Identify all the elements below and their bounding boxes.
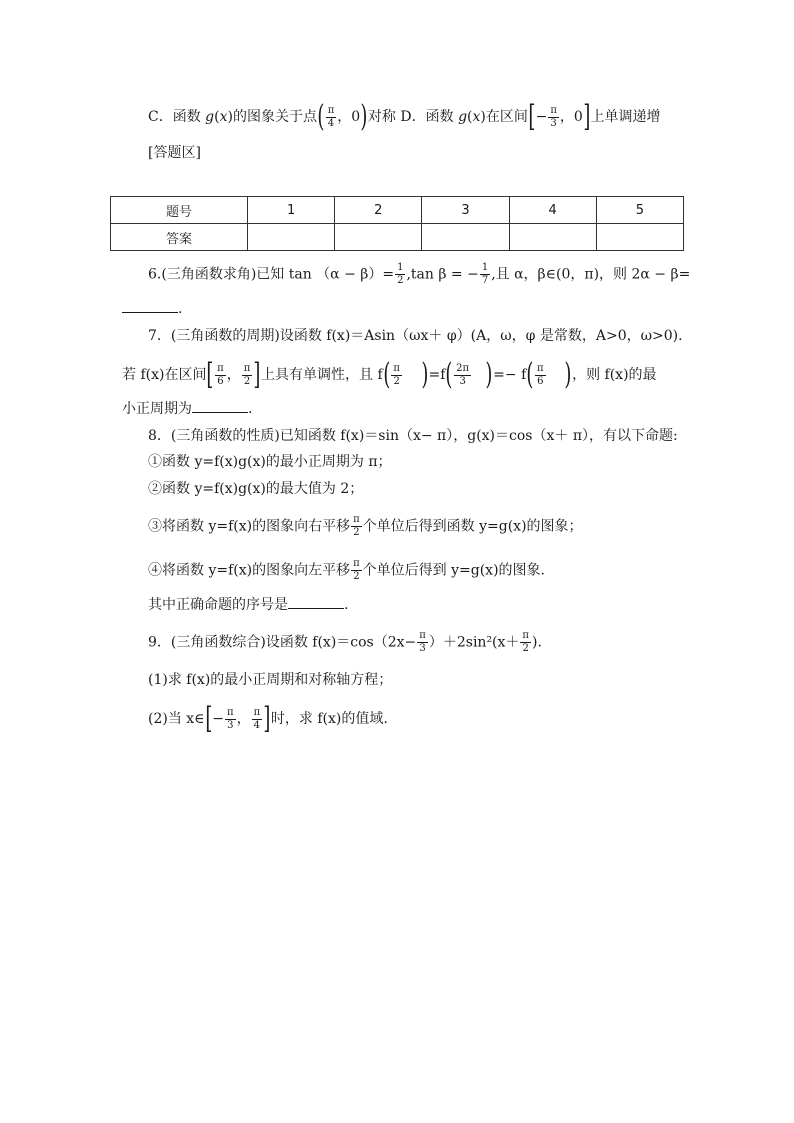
answer-input-cell[interactable] — [509, 224, 596, 251]
table-cell-number: 1 — [248, 197, 335, 224]
proposition-4: ④将函数 y=f(x)的图象向左平移 $\frac{\pi}{2}$ 个单位后得到 y=g(x)的图象. — [148, 558, 545, 582]
answer-input-cell[interactable] — [596, 224, 683, 251]
answer-blank[interactable] — [122, 298, 178, 313]
option-c-label: C．函数 — [148, 109, 201, 125]
answer-input-cell[interactable] — [422, 224, 509, 251]
question-9-line-1: 9．(三角函数综合)设函数 f(x)＝cos（2x− $\frac{\pi}{3}$ ）＋2sin²(x＋ $\frac{\pi}{2}$ ). — [148, 630, 542, 654]
question-9-part-1: (1)求 f(x)的最小正周期和对称轴方程； — [148, 672, 393, 688]
table-row-answers — [111, 224, 684, 251]
option-d-label: D．函数 — [400, 109, 454, 125]
answer-input-cell[interactable] — [248, 224, 335, 251]
fraction-one-seventh: $\frac{1}{7}$ — [481, 262, 489, 286]
answer-input-cell[interactable] — [335, 224, 422, 251]
fraction-pi-over-3: $\frac{\pi}{3}$ — [550, 104, 557, 129]
fraction-one-half: $\frac{1}{2}$ — [397, 262, 404, 286]
question-8-conclusion: 其中正确命题的序号是 . — [148, 594, 348, 615]
question-6: 6.(三角函数求角)已知 tan （α − β）= $\frac{1}{2}$ ,tan β = − $\frac{1}{7}$ ,且 α，β∈(0，π)，则 2α − β= — [148, 262, 691, 286]
answer-blank[interactable] — [192, 398, 248, 413]
question-7-line-2: 若 f(x)在区间[ $\frac{\pi}{6}$ ， $\frac{\pi}{2}$ ]上具有单调性，且 f( $\frac{\pi}{2}$ )=f( $\frac{2\pi}{3}$ )=− f( $\frac{\pi}{6}$ )，则 f(x)的最 — [122, 357, 657, 392]
table-cell-number: 3 — [422, 197, 509, 224]
table-header-answer: 答案 — [111, 224, 248, 251]
question-8-line-1: 8．(三角函数的性质)已知函数 f(x)＝sin（x− π），g(x)＝cos（x＋ π），有以下命题: — [148, 428, 678, 444]
proposition-2: ②函数 y=f(x)g(x)的最大值为 2； — [148, 481, 364, 497]
question-9-part-2: (2)当 x∈[− $\frac{\pi}{3}$ ， $\frac{\pi}{4}$ ]时，求 f(x)的值域. — [148, 701, 388, 736]
table-header-number: 题号 — [111, 197, 248, 224]
proposition-1: ①函数 y=f(x)g(x)的最小正周期为 π； — [148, 454, 392, 470]
question-7-line-1: 7．(三角函数的周期)设函数 f(x)＝Asin（ωx＋ φ）(A，ω，φ 是常数，A>0，ω>0). — [148, 328, 683, 344]
answer-area-label: [答题区] — [148, 145, 201, 161]
question-6-answer-line: . — [122, 298, 182, 319]
table-row-numbers — [111, 197, 684, 224]
answer-table — [110, 196, 684, 251]
table-cell-number: 5 — [596, 197, 683, 224]
proposition-3: ③将函数 y=f(x)的图象向右平移 $\frac{\pi}{2}$ 个单位后得到函数 y=g(x)的图象； — [148, 514, 583, 538]
question-7-line-3: 小正周期为 . — [122, 398, 252, 419]
table-cell-number: 4 — [509, 197, 596, 224]
table-cell-number: 2 — [335, 197, 422, 224]
fraction-pi-over-4: $\frac{\pi}{4}$ — [327, 104, 335, 129]
options-c-d-line: C．函数 g(x)的图象关于点( $\frac{\pi}{4}$ ，0)对称 D．函数 g(x)在区间[− $\frac{\pi}{3}$ ，0]上单调递增 — [148, 99, 661, 134]
answer-blank[interactable] — [288, 594, 344, 609]
